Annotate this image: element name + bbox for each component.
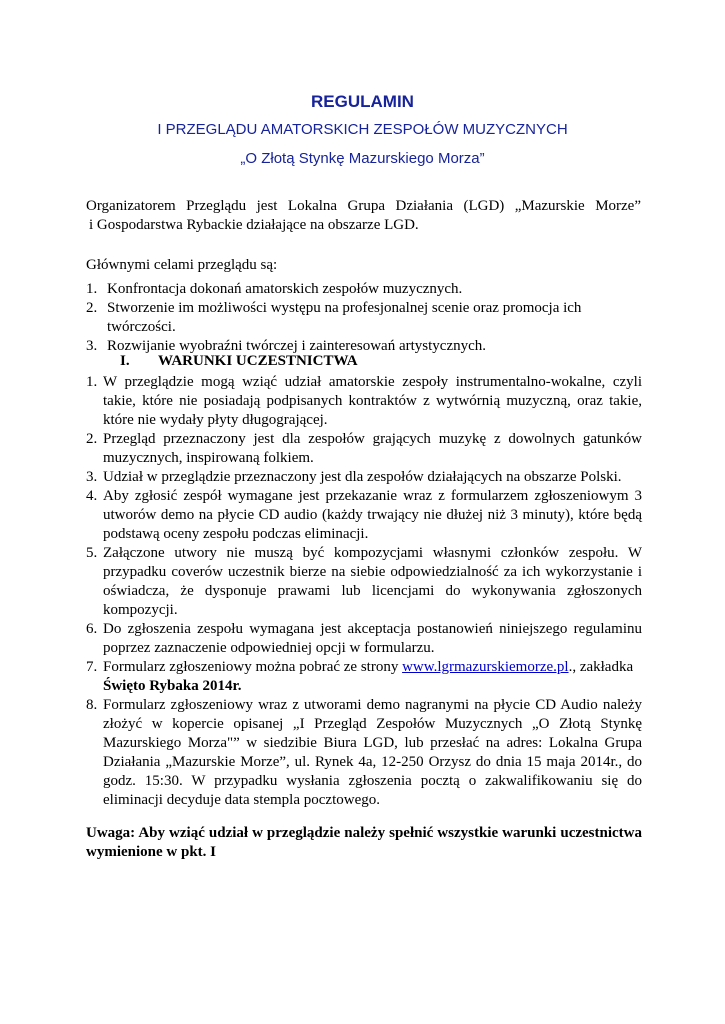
rule-text-after-link: ., zakładka xyxy=(568,659,634,675)
goal-text: Stworzenie im możliwości występu na profesjonalnej scenie oraz promocja ich twórczości. xyxy=(107,300,582,335)
section-number: I. xyxy=(120,353,130,369)
rule-number: 6. xyxy=(86,621,98,637)
intro-line-2: i Gospodarstwa Rybackie działające na obszarze LGD. xyxy=(89,217,419,233)
rule-item xyxy=(86,620,642,658)
goal-text: Rozwijanie wyobraźni twórczej i zainteresowań artystycznych. xyxy=(107,338,487,354)
section-title: WARUNKI UCZESTNICTWA xyxy=(158,353,358,369)
goal-number: 3. xyxy=(86,338,98,354)
rules-list xyxy=(86,373,642,810)
rule-text: Przegląd przeznaczony jest dla zespołów grających muzykę z dowolnych gatunków muzycznych, inspirowaną folkiem. xyxy=(103,431,642,466)
rule-text: Do zgłoszenia zespołu wymagana jest akceptacja postanowień niniejszego regulaminu poprzez zaznaczenie odpowiedniej opcji w formularzu. xyxy=(103,621,642,656)
rule-number: 2. xyxy=(86,431,98,447)
rule-item xyxy=(86,373,642,430)
rule-text: W przeglądzie mogą wziąć udział amatorskie zespoły instrumentalno-wokalne, czyli takie, które nie posiadają podpisanych kontraktów z wytwórnią muzyczną, oraz takie, które nie wydały płyty długogrającej. xyxy=(103,374,642,428)
website-link[interactable]: www.lgrmazurskiemorze.pl xyxy=(402,659,569,675)
rule-text: Załączone utwory nie muszą być kompozycjami własnymi członków zespołu. W przypadku coverów uczestnik bierze na siebie odpowiedzialność za ich wykorzystanie i oświadcza, że dysponuje prawami lub licencjami do wykonywania zgłoszonych kompozycji. xyxy=(103,545,642,618)
rule-text-before-link: Formularz zgłoszeniowy można pobrać ze strony xyxy=(103,659,403,675)
rule-item xyxy=(86,487,642,544)
rule-text: Aby zgłosić zespół wymagane jest przekazanie wraz z formularzem zgłoszeniowym 3 utworów demo na płycie CD audio (każdy trwający nie dłużej niż 3 minuty), które będą podstawą oceny zespołu podczas eliminacji. xyxy=(103,488,642,542)
document-subtitle: I PRZEGLĄDU AMATORSKICH ZESPOŁÓW MUZYCZNYCH xyxy=(157,121,568,138)
rule-item xyxy=(86,658,642,696)
goal-number: 2. xyxy=(86,300,98,316)
rule-item xyxy=(86,430,642,468)
rule-bold-tab-name: Święto Rybaka 2014r. xyxy=(103,678,242,694)
document-motto: „O Złotą Stynkę Mazurskiego Morza” xyxy=(240,150,485,167)
section-heading xyxy=(120,352,358,371)
rule-item xyxy=(86,544,642,620)
document-title: REGULAMIN xyxy=(311,92,414,111)
goal-number: 1. xyxy=(86,281,98,297)
goals-list xyxy=(86,280,646,356)
rule-number: 5. xyxy=(86,545,98,561)
goal-text: Konfrontacja dokonań amatorskich zespołów muzycznych. xyxy=(107,281,463,297)
rule-number: 4. xyxy=(86,488,98,504)
rule-number: 1. xyxy=(86,374,98,390)
intro-line-1: Organizatorem Przeglądu jest Lokalna Grupa Działania (LGD) „Mazurskie Morze” xyxy=(86,198,641,214)
rule-number: 3. xyxy=(86,469,98,485)
rule-item xyxy=(86,696,642,810)
rule-number: 8. xyxy=(86,697,98,713)
participation-warning: Uwaga: Aby wziąć udział w przeglądzie należy spełnić wszystkie warunki uczestnictwa wymienione w pkt. I xyxy=(86,825,642,860)
rule-number: 7. xyxy=(86,659,98,675)
rule-text: Udział w przeglądzie przeznaczony jest dla zespołów działających na obszarze Polski. xyxy=(103,469,622,485)
goal-item xyxy=(86,299,646,337)
rule-item xyxy=(86,468,642,487)
goals-heading: Głównymi celami przeglądu są: xyxy=(86,257,278,273)
rule-text: Formularz zgłoszeniowy wraz z utworami demo nagranymi na płycie CD Audio należy złożyć w kopercie opisanej „I Przegląd Zespołów Muzycznych „O Złotą Stynkę Mazurskiego Morza"” w siedzibie Biura LGD, lub przesłać na adres: Lokalna Grupa Działania „Mazurskie Morze”, ul. Rynek 4a, 12-250 Orzysz do dnia 15 maja 2014r., do godz. 15:30. W przypadku wysłania zgłoszenia pocztą o zakwalifikowaniu się do eliminacji decyduje data stempla pocztowego. xyxy=(103,697,642,808)
goal-item xyxy=(86,280,646,299)
